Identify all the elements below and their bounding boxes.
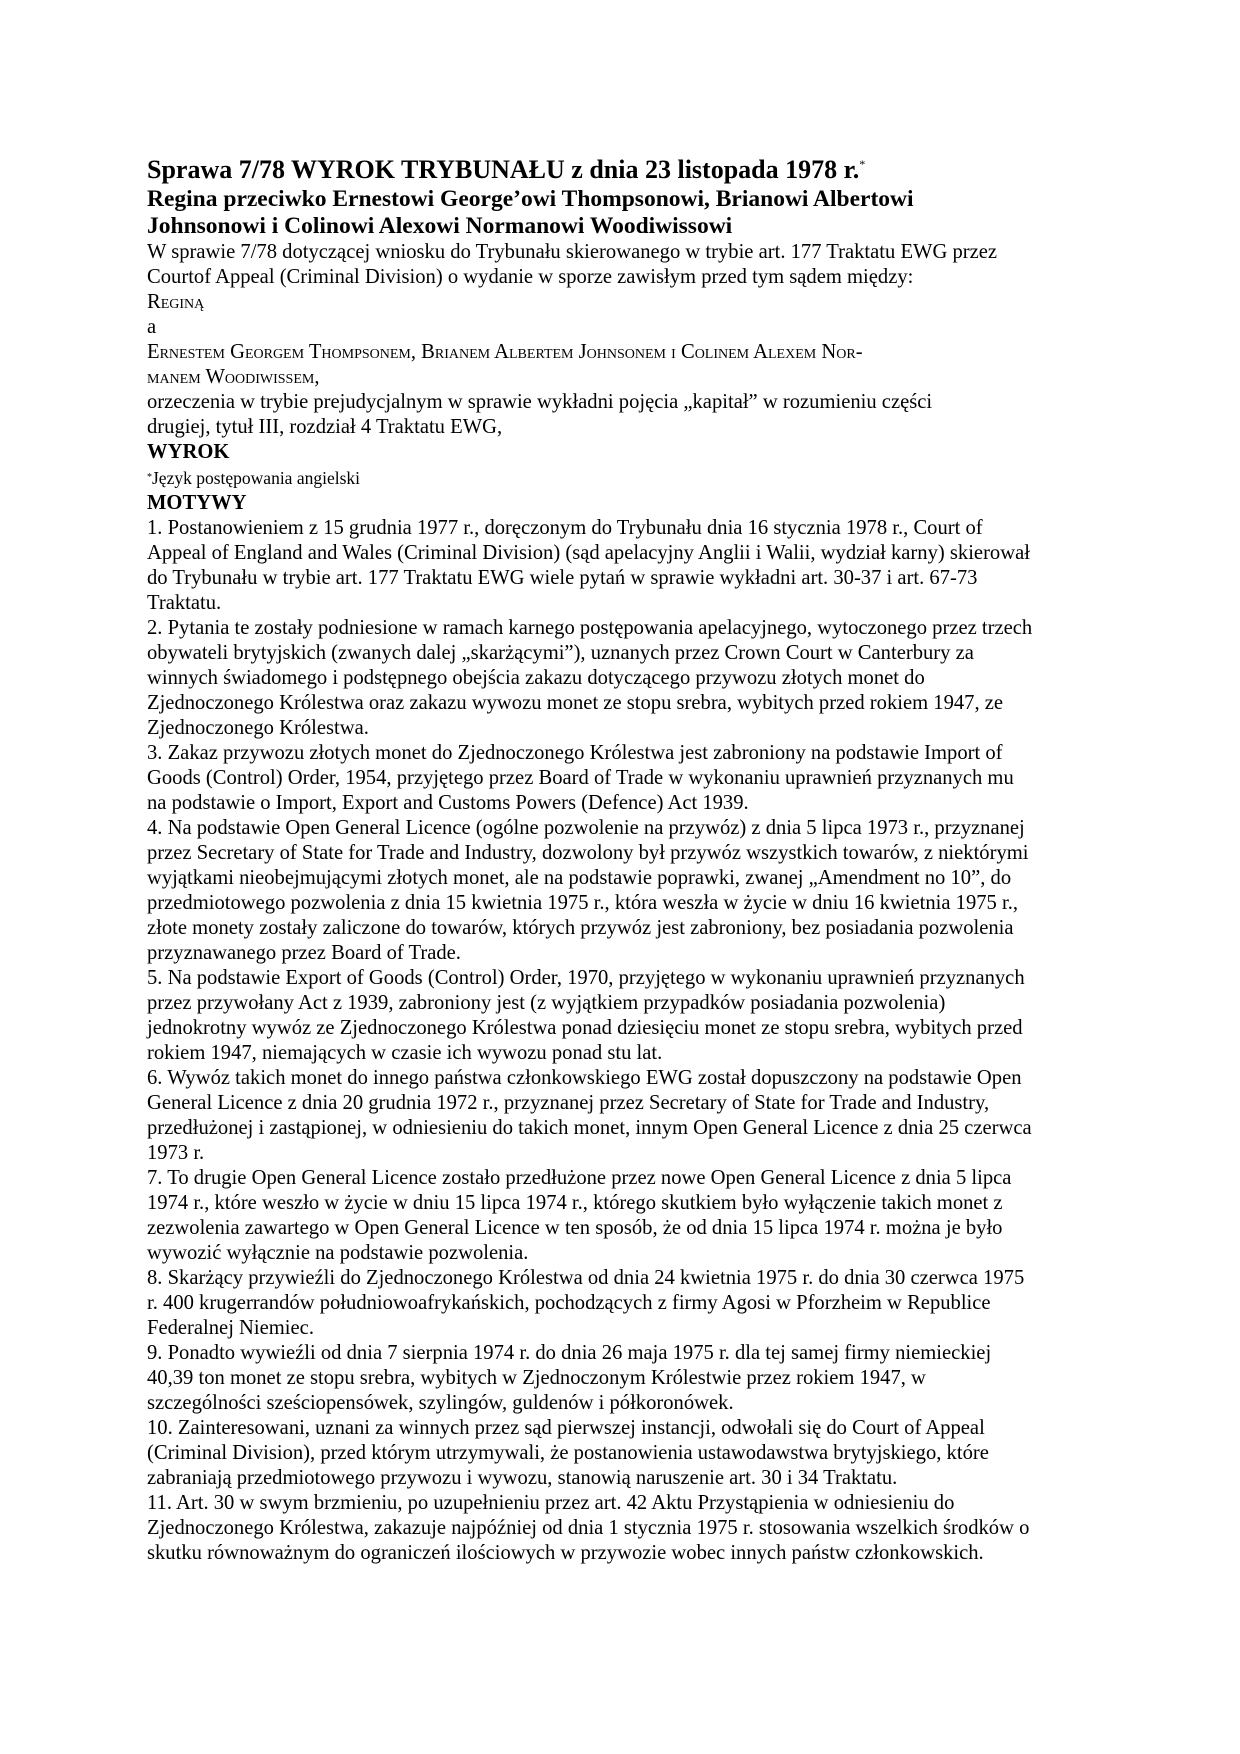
paragraph-line: do Trybunału w trybie art. 177 Traktatu EWG wiele pytań w sprawie wykładni art. 30-37 i art. 67-73 — [147, 567, 978, 589]
paragraph-line: 1974 r., które weszło w życie w dniu 15 lipca 1974 r., którego skutkiem było wyłączenie takich monet z — [147, 1192, 1003, 1214]
paragraph-line: Goods (Control) Order, 1954, przyjętego przez Board of Trade w wykonaniu uprawnień przyznanych mu — [147, 767, 1014, 789]
paragraph-line: winnych świadomego i podstępnego obejścia zakazu dotyczącego przywozu złotych monet do — [147, 667, 925, 689]
subtitle-line: Regina przeciwko Ernestowi George’owi Thompsonowi, Brianowi Albertowi — [147, 186, 914, 212]
paragraph-line: 6. Wywóz takich monet do innego państwa członkowskiego EWG został dopuszczony na podstawie Open — [147, 1067, 1022, 1089]
paragraph-line: 5. Na podstawie Export of Goods (Control) Order, 1970, przyjętego w wykonaniu uprawnień przyznanych — [147, 967, 1025, 989]
paragraph-line: przyznawanego przez Board of Trade. — [147, 942, 461, 964]
paragraph-line: Zjednoczonego Królestwa oraz zakazu wywozu monet ze stopu srebra, wybitych przed rokiem 1947, ze — [147, 692, 1004, 714]
footnote — [147, 465, 1097, 491]
paragraph-line: jednokrotny wywóz ze Zjednoczonego Królestwa ponad dziesięciu monet ze stopu srebra, wybitych przed — [147, 1017, 1023, 1039]
paragraph-line: (Criminal Division), przed którym utrzymywali, że postanowienia ustawodawstwa brytyjskiego, które — [147, 1442, 989, 1464]
footnote-mark: * — [147, 472, 152, 483]
title-footnote-mark: * — [859, 157, 866, 171]
paragraph-line: przez przywołany Act z 1939, zabroniony jest (z wyjątkiem przypadków posiadania pozwolenia) — [147, 992, 946, 1014]
paragraph-line: Zjednoczonego Królestwa. — [147, 717, 369, 739]
document-title — [147, 148, 1097, 186]
grounds-paragraph — [147, 516, 1097, 616]
conjunction: a — [147, 316, 157, 338]
case-parties-title — [147, 186, 1097, 240]
party-line: manem Woodiwissem, — [147, 366, 320, 388]
subject-line: drugiej, tytuł III, rozdział 4 Traktatu EWG, — [147, 416, 503, 438]
paragraph-line: 8. Skarżący przywieźli do Zjednoczonego Królestwa od dnia 24 kwietnia 1975 r. do dnia 30 czerwca 1975 — [147, 1267, 1025, 1289]
party-defendants — [147, 340, 1097, 390]
subject-text — [147, 390, 1097, 440]
grounds-paragraph — [147, 1491, 1097, 1566]
paragraph-line: złote monety zostały zaliczone do towarów, których przywóz jest zabroniony, bez posiadania pozwolenia — [147, 917, 1014, 939]
paragraph-line: Traktatu. — [147, 592, 222, 614]
paragraph-line: obywateli brytyjskich (zwanych dalej „skarżącymi”), uznanych przez Crown Court w Canterbury za — [147, 642, 974, 664]
grounds-paragraph — [147, 816, 1097, 966]
intro-text — [147, 240, 1097, 290]
grounds-paragraph — [147, 1341, 1097, 1416]
grounds-paragraph — [147, 616, 1097, 741]
paragraph-line: 2. Pytania te zostały podniesione w ramach karnego postępowania apelacyjnego, wytoczonego przez trzech — [147, 617, 1033, 639]
grounds-paragraph — [147, 1416, 1097, 1491]
grounds-paragraph — [147, 966, 1097, 1066]
paragraph-line: 11. Art. 30 w swym brzmieniu, po uzupełnieniu przez art. 42 Aktu Przystąpienia w odniesieniu do — [147, 1492, 955, 1514]
paragraph-line: 9. Ponadto wywieźli od dnia 7 sierpnia 1974 r. do dnia 26 maja 1975 r. dla tej samej firmy niemieckiej — [147, 1342, 992, 1364]
title-text: Sprawa 7/78 WYROK TRYBUNAŁU z dnia 23 listopada 1978 r. — [147, 155, 860, 184]
footnote-text: Język postępowania angielski — [152, 468, 361, 488]
grounds-paragraph — [147, 1066, 1097, 1166]
paragraph-line: 4. Na podstawie Open General Licence (ogólne pozwolenie na przywóz) z dnia 5 lipca 1973 r., przyznanej — [147, 817, 1025, 839]
document-body — [147, 148, 1097, 1566]
paragraph-line: Appeal of England and Wales (Criminal Division) (sąd apelacyjny Anglii i Walii, wydział karny) skierował — [147, 542, 1030, 564]
paragraph-line: 10. Zainteresowani, uznani za winnych przez sąd pierwszej instancji, odwołali się do Court of Appeal — [147, 1417, 985, 1439]
grounds-paragraph — [147, 1266, 1097, 1341]
judgment-heading: WYROK — [147, 441, 230, 463]
intro-line: Courtof Appeal (Criminal Division) o wydanie w sporze zawisłym przed tym sądem między: — [147, 266, 914, 288]
grounds-heading: MOTYWY — [147, 492, 247, 514]
paragraph-line: r. 400 krugerrandów południowoafrykańskich, pochodzących z firmy Agosi w Pforzheim w Republice — [147, 1292, 991, 1314]
grounds-paragraph — [147, 1166, 1097, 1266]
paragraph-line: Zjednoczonego Królestwa, zakazuje najpóźniej od dnia 1 stycznia 1975 r. stosowania wszelkich środków o — [147, 1517, 1030, 1539]
intro-line: W sprawie 7/78 dotyczącej wniosku do Trybunału skierowanego w trybie art. 177 Traktatu EWG przez — [147, 241, 998, 263]
grounds-paragraphs — [147, 516, 1097, 1566]
subject-line: orzeczenia w trybie prejudycjalnym w sprawie wykładni pojęcia „kapitał” w rozumieniu części — [147, 391, 933, 413]
paragraph-line: szczególności sześciopensówek, szylingów, guldenów i półkoronówek. — [147, 1392, 734, 1414]
paragraph-line: na podstawie o Import, Export and Customs Powers (Defence) Act 1939. — [147, 792, 749, 814]
paragraph-line: wywozić wyłącznie na podstawie pozwolenia. — [147, 1242, 529, 1264]
paragraph-line: wyjątkami nieobejmującymi złotych monet, ale na podstawie poprawki, zwanej „Amendment no 10”, do — [147, 867, 1012, 889]
paragraph-line: przez Secretary of State for Trade and Industry, dozwolony był przywóz wszystkich towarów, z niektórymi — [147, 842, 1029, 864]
paragraph-line: 3. Zakaz przywozu złotych monet do Zjednoczonego Królestwa jest zabroniony na podstawie Import of — [147, 742, 1003, 764]
party-applicant: Reginą — [147, 291, 205, 313]
paragraph-line: przedłużonej i zastąpionej, w odniesieniu do takich monet, innym Open General Licence z dnia 25 czerwca — [147, 1117, 1032, 1139]
paragraph-line: zezwolenia zawartego w Open General Licence w ten sposób, że od dnia 15 lipca 1974 r. można je było — [147, 1217, 1003, 1239]
subtitle-line: Johnsonowi i Colinowi Alexowi Normanowi Woodiwissowi — [147, 213, 733, 239]
paragraph-line: skutku równoważnym do ograniczeń ilościowych w przywozie wobec innych państw członkowskich. — [147, 1542, 984, 1564]
paragraph-line: Federalnej Niemiec. — [147, 1317, 314, 1339]
paragraph-line: 7. To drugie Open General Licence zostało przedłużone przez nowe Open General Licence z dnia 5 lipca — [147, 1167, 1012, 1189]
paragraph-line: przedmiotowego pozwolenia z dnia 15 kwietnia 1975 r., która weszła w życie w dniu 16 kwietnia 1975 r., — [147, 892, 1019, 914]
paragraph-line: 1973 r. — [147, 1142, 205, 1164]
paragraph-line: zabraniają przedmiotowego przywozu i wywozu, stanowią naruszenie art. 30 i 34 Traktatu. — [147, 1467, 898, 1489]
paragraph-line: General Licence z dnia 20 grudnia 1972 r., przyznanej przez Secretary of State for Trade and Industry, — [147, 1092, 990, 1114]
party-line: Ernestem Georgem Thompsonem, Brianem Albertem Johnsonem i Colinem Alexem Nor- — [147, 341, 863, 363]
paragraph-line: 40,39 ton monet ze stopu srebra, wybitych w Zjednoczonym Królestwie przez rokiem 1947, w — [147, 1367, 926, 1389]
paragraph-line: rokiem 1947, niemających w czasie ich wywozu ponad stu lat. — [147, 1042, 663, 1064]
paragraph-line: 1. Postanowieniem z 15 grudnia 1977 r., doręczonym do Trybunału dnia 16 stycznia 1978 r., Court of — [147, 517, 983, 539]
grounds-paragraph — [147, 741, 1097, 816]
